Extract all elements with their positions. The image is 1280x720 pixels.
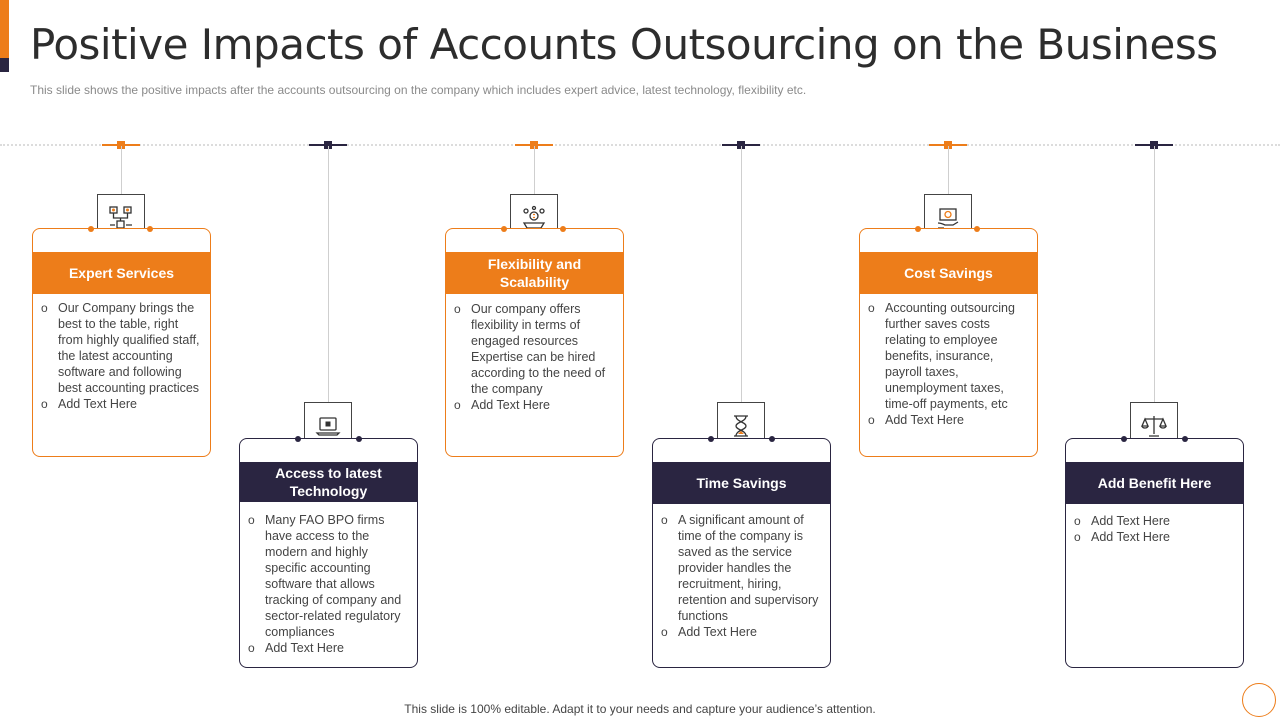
card-heading: Time Savings bbox=[653, 462, 830, 504]
slide-subtitle: This slide shows the positive impacts after the accounts outsourcing on the company which includes expert advice, latest technology, flexibility etc. bbox=[30, 83, 807, 97]
list-item: o Our company offers flexibility in terms of engaged resources Expertise can be hired according to the need of the company bbox=[454, 301, 615, 397]
card-heading: Cost Savings bbox=[860, 252, 1037, 294]
card-expert-services bbox=[32, 228, 211, 457]
accent-bar-dark bbox=[0, 58, 9, 72]
list-item: o Add Text Here bbox=[41, 396, 202, 412]
card-body bbox=[1074, 513, 1235, 545]
list-item: o Add Text Here bbox=[868, 412, 1029, 428]
card-body bbox=[661, 512, 822, 640]
list-item: o Add Text Here bbox=[1074, 529, 1235, 545]
list-item: o Add Text Here bbox=[661, 624, 822, 640]
card-heading: Add Benefit Here bbox=[1066, 462, 1243, 504]
connector-line bbox=[121, 146, 122, 194]
card-cost-savings bbox=[859, 228, 1038, 457]
card-flexibility-and-scalability bbox=[445, 228, 624, 457]
list-item: o Many FAO BPO firms have access to the modern and highly specific accounting software that allows tracking of company and sector-related regulatory compliances bbox=[248, 512, 409, 640]
connector-line bbox=[948, 146, 949, 194]
list-item: o Add Text Here bbox=[1074, 513, 1235, 529]
card-body bbox=[868, 300, 1029, 428]
connector-line bbox=[1154, 146, 1155, 402]
card-access-to-latest-technology bbox=[239, 438, 418, 668]
list-item: o Add Text Here bbox=[454, 397, 615, 413]
corner-circle-decoration bbox=[1242, 683, 1276, 717]
timeline-dotted-line bbox=[0, 144, 1280, 146]
slide-footer: This slide is 100% editable. Adapt it to your needs and capture your audience’s attention. bbox=[404, 702, 876, 716]
connector-line bbox=[534, 146, 535, 194]
card-heading: Expert Services bbox=[33, 252, 210, 294]
list-item: o Accounting outsourcing further saves costs relating to employee benefits, insurance, payroll taxes, unemployment taxes, time-off payments, etc bbox=[868, 300, 1029, 412]
card-heading: Access to latest Technology bbox=[240, 462, 417, 502]
card-body bbox=[41, 300, 202, 412]
slide-title: Positive Impacts of Accounts Outsourcing on the Business bbox=[30, 20, 1218, 69]
card-body bbox=[454, 301, 615, 413]
connector-line bbox=[328, 146, 329, 402]
list-item: o A significant amount of time of the company is saved as the service provider handles the recruitment, hiring, retention and supervisory functions bbox=[661, 512, 822, 624]
connector-line bbox=[741, 146, 742, 402]
card-add-benefit-here bbox=[1065, 438, 1244, 668]
list-item: o Our Company brings the best to the table, right from highly qualified staff, the latest accounting software and following best accounting practices bbox=[41, 300, 202, 396]
card-heading: Flexibility and Scalability bbox=[446, 252, 623, 294]
list-item: o Add Text Here bbox=[248, 640, 409, 656]
card-body bbox=[248, 512, 409, 656]
card-time-savings bbox=[652, 438, 831, 668]
accent-bar bbox=[0, 0, 9, 58]
